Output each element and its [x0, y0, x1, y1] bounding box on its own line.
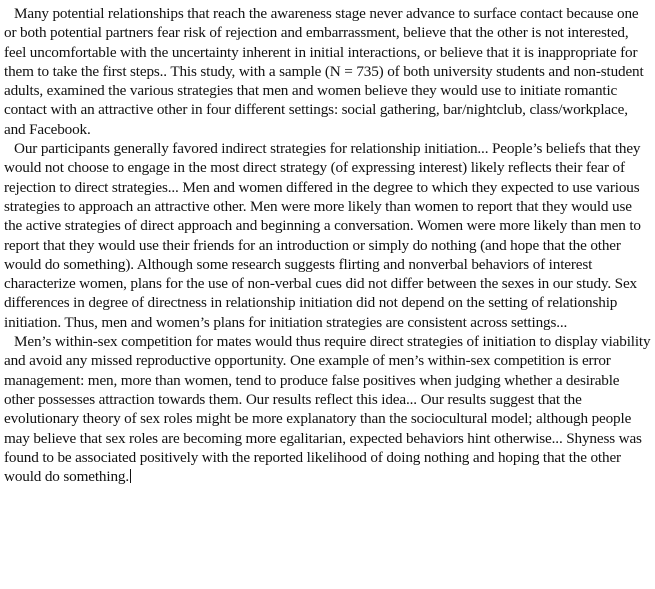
text-cursor — [130, 469, 131, 483]
paragraph-3 — [4, 332, 651, 486]
paragraph-2: Our participants generally favored indirect strategies for relationship initiation... People’s beliefs that they would not choose to engage in the most direct strategy (of expressing interest) likely reflects their fear of rejection to direct strategies... Men and women differed in the degree to which they expected to use various strategies to approach an attractive other. Men were more likely than women to report that they would use the active strategies of direct approach and beginning a conversation. Women were more likely than men to report that they would use their friends for an introduction or simply do nothing (and hope that the other would do something). Although some research suggests flirting and nonverbal behaviors of interest characterize women, plans for the use of non-verbal cues did not differ between the sexes in our study. Sex differences in degree of directness in relationship initiation did not depend on the setting of relationship initiation. Thus, men and women’s plans for initiation strategies are consistent across settings... — [4, 140, 641, 331]
paragraph-1: Many potential relationships that reach the awareness stage never advance to surface contact because one or both potential partners fear risk of rejection and embarrassment, believe that the other is not interested, feel uncomfortable with the uncertainty inherent in initial interactions, or believe that it is inappropriate for them to take the first steps.. This study, with a sample (N = 735) of both university students and non-student adults, examined the various strategies that men and women believe they would use to initiate romantic contact with an attractive other in four different settings: social gathering, bar/nightclub, class/workplace, and Facebook. — [4, 5, 644, 138]
paragraph-3-text: Men’s within-sex competition for mates would thus require direct strategies of initiation to display viability and avoid any missed reproductive opportunity. One example of men’s within-sex competition is error management: men, more than women, tend to produce false positives when judging whether a desirable other possesses attraction towards them. Our results reflect this idea... Our results suggest that the evolutionary theory of sex roles might be more explanatory than the sociocultural model; although people may believe that sex roles are becoming more egalitarian, expected behaviors hint otherwise... Shyness was found to be associated positively with the reported likelihood of doing nothing and hoping that the other would do something. — [4, 333, 651, 486]
